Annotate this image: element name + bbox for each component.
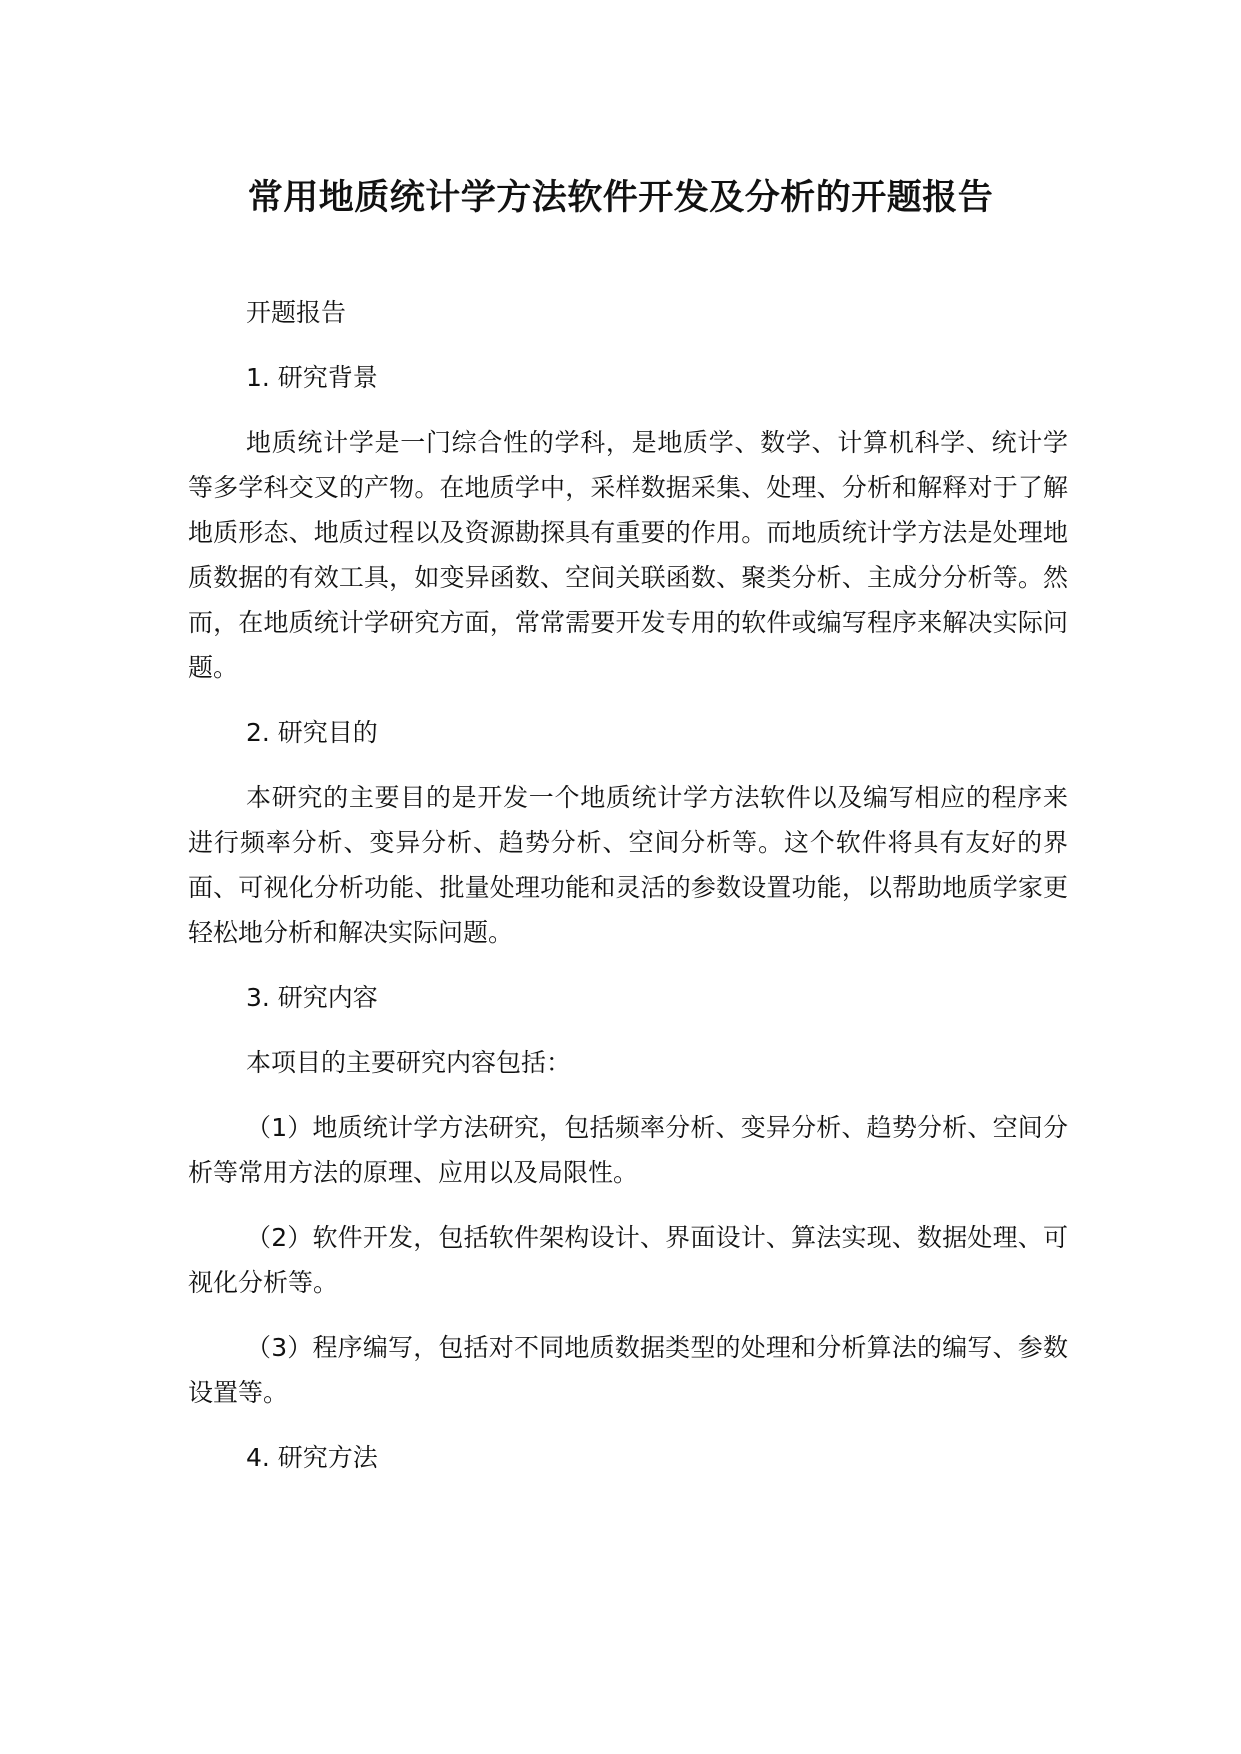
section-2-heading: 2. 研究目的 — [246, 718, 378, 747]
section-3-item-1: （1）地质统计学方法研究，包括频率分析、变异分析、趋势分析、空间分析等常用方法的原理、应用以及局限性。 — [188, 1113, 1068, 1187]
section-3-heading: 3. 研究内容 — [246, 983, 378, 1012]
document-title: 常用地质统计学方法软件开发及分析的开题报告 — [247, 178, 994, 218]
section-3-item-3: （3）程序编写，包括对不同地质数据类型的处理和分析算法的编写、参数设置等。 — [188, 1333, 1068, 1407]
section-2-paragraph: 本研究的主要目的是开发一个地质统计学方法软件以及编写相应的程序来进行频率分析、变异分析、趋势分析、空间分析等。这个软件将具有友好的界面、可视化分析功能、批量处理功能和灵活的参数设置功能，以帮助地质学家更轻松地分析和解决实际问题。 — [188, 783, 1068, 947]
report-subtitle: 开题报告 — [246, 298, 347, 327]
section-3-item-2: （2）软件开发，包括软件架构设计、界面设计、算法实现、数据处理、可视化分析等。 — [188, 1223, 1068, 1297]
section-1-heading: 1. 研究背景 — [246, 363, 378, 392]
document-body — [188, 290, 1068, 1500]
section-1-paragraph: 地质统计学是一门综合性的学科，是地质学、数学、计算机科学、统计学等多学科交叉的产物。在地质学中，采样数据采集、处理、分析和解释对于了解地质形态、地质过程以及资源勘探具有重要的作用。而地质统计学方法是处理地质数据的有效工具，如变异函数、空间关联函数、聚类分析、主成分分析等。然而，在地质统计学研究方面，常常需要开发专用的软件或编写程序来解决实际问题。 — [188, 428, 1068, 682]
section-3-intro: 本项目的主要研究内容包括： — [246, 1048, 572, 1077]
section-4-heading: 4. 研究方法 — [246, 1443, 378, 1472]
